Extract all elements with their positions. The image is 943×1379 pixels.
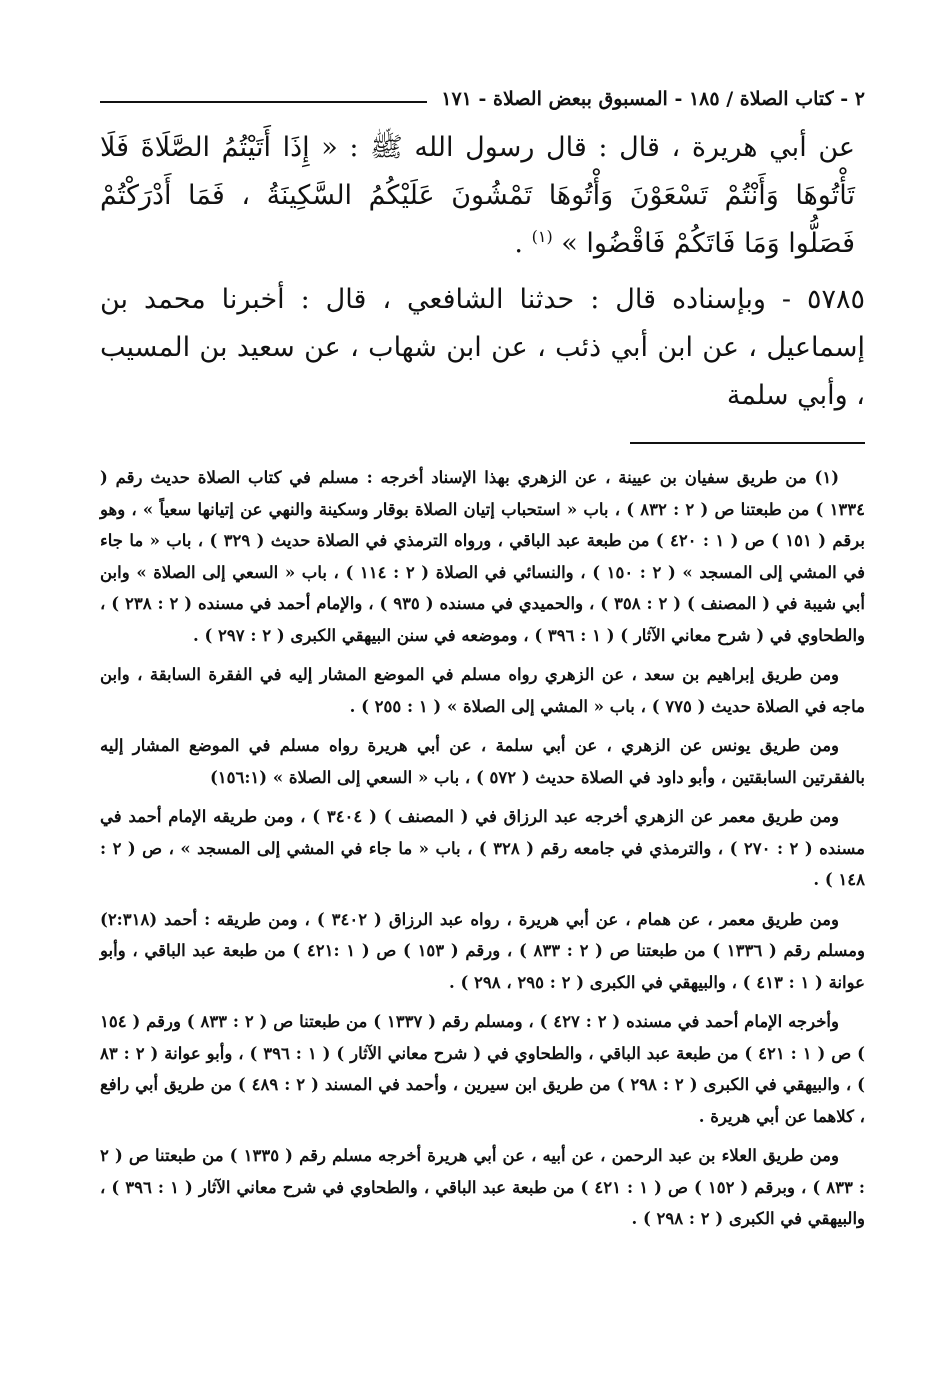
hadith-text-end: .	[514, 228, 523, 259]
footnote-reference: (١)	[531, 227, 553, 246]
isnad-text: ٥٧٨٥ - وبإسناده قال : حدثنا الشافعي ، قال : أخبرنا محمد بن إسماعيل ، عن ابن أبي ذئب ، عن ابن شهاب ، عن سعيد بن المسيب ، وأبي سلمة	[100, 284, 865, 411]
footnote-paragraph: ومن طريق معمر ، عن همام ، عن أبي هريرة ، رواه عبد الرزاق ( ٣٤٠٢ ) ، ومن طريقه : أحمد (٢:٣١٨) ومسلم رقم ( ١٣٣٦ ) من طبعتنا ص ( ٢ : ٨٣٣ ) ، ورقم ( ١٥٣ ) ص ( ١ :٤٢١ ) من طبعة عبد الباقي ، وأبو عوانة ( ١ : ٤١٣ ) ، والبيهقي في الكبرى ( ٢ : ٢٩٥ ، ٢٩٨ ) .	[100, 909, 865, 992]
footnote-paragraph: ومن طريق يونس عن الزهري ، عن أبي سلمة ، عن أبي هريرة رواه مسلم في الموضع المشار إليه بالفقرتين السابقتين ، وأبو داود في الصلاة حديث ( ٥٧٢ ) ، باب « السعي إلى الصلاة » (١٥٦:١)	[100, 736, 865, 787]
footnote-paragraph: ومن طريق إبراهيم بن سعد ، عن الزهري رواه مسلم في الموضع المشار إليه في الفقرة السابقة ، وابن ماجه في الصلاة حديث ( ٧٧٥ ) ، باب « المشي إلى الصلاة » ( ١ : ٢٥٥ ) .	[100, 665, 865, 716]
book-page	[100, 80, 865, 1243]
footnote-separator	[630, 442, 865, 444]
main-text	[100, 124, 865, 420]
footnote-paragraph: (١) من طريق سفيان بن عيينة ، عن الزهري بهذا الإسناد أخرجه : مسلم في كتاب الصلاة حديث رقم ( ١٣٣٤ ) من طبعتنا ص ( ٢ : ٨٣٢ ) ، باب « استحباب إتيان الصلاة بوقار وسكينة والنهي عن إتيانها سعياً » ، وهو برقم ( ١٥١ ) ص ( ١ : ٤٢٠ ) من طبعة عبد الباقي ، ورواه الترمذي في الصلاة حديث ( ٣٢٩ ) ، باب « ما جاء في المشي إلى المسجد » ( ٢ : ١٥٠ ) ، والنسائي في الصلاة ( ٢ : ١١٤ ) ، باب « السعي إلى الصلاة » وابن أبي شيبة في ( المصنف ) ( ٢ : ٣٥٨ ) ، والحميدي في مسنده ( ٩٣٥ ) ، والإمام أحمد في مسنده ( ٢ : ٢٣٨ ) ، والطحاوي في ( شرح معاني الآثار ) ( ١ : ٣٩٦ ) ، وموضعه في سنن البيهقي الكبرى ( ٢ : ٢٩٧ ) .	[100, 468, 866, 645]
footnote-paragraph: ومن طريق معمر عن الزهري أخرجه عبد الرزاق في ( المصنف ) ( ٣٤٠٤ ) ، ومن طريقه الإمام أحمد في مسنده ( ٢ : ٢٧٠ ) ، والترمذي في جامعه رقم ( ٣٢٨ ) ، باب « ما جاء في المشي إلى المسجد » ، ص ( ٢ : ١٤٨ ) .	[100, 807, 865, 889]
footnote-paragraph: ومن طريق العلاء بن عبد الرحمن ، عن أبيه ، عن أبي هريرة أخرجه مسلم رقم ( ١٣٣٥ ) من طبعتنا ص ( ٢ : ٨٣٣ ) ، وبرقم ( ١٥٢ ) ص ( ١ : ٤٢١ ) من طبعة عبد الباقي ، والطحاوي في شرح معاني الآثار ( ١ : ٣٩٦ ) ، والبيهقي في الكبرى ( ٢ : ٢٩٨ ) .	[100, 1146, 865, 1228]
header-rule	[100, 101, 427, 103]
footnote-paragraph: وأخرجه الإمام أحمد في مسنده ( ٢ : ٤٢٧ ) ، ومسلم رقم ( ١٣٣٧ ) من طبعتنا ص ( ٢ : ٨٣٣ ) ورقم ( ١٥٤ ) ص ( ١ : ٤٢١ ) من طبعة عبد الباقي ، والطحاوي في ( شرح معاني الآثار ) ( ١ : ٣٩٦ ) ، وأبو عوانة ( ٢ : ٨٣ ) ، والبيهقي في الكبرى ( ٢ : ٢٩٨ ) من طريق ابن سيرين ، وأحمد في المسند ( ٢ : ٤٨٩ ) من طريق أبي رافع ، كلاهما عن أبي هريرة .	[100, 1012, 865, 1126]
running-header	[100, 80, 865, 118]
hadith-text-body: عن أبي هريرة ، قال : قال رسول الله ﷺ : « إِذَا أَتَيْتُمُ الصَّلَاةَ فَلَا تَأْتُوهَا وَأَنْتُمْ تَسْعَوْنَ وَأْتُوهَا تَمْشُونَ عَلَيْكُمُ السَّكِينَةُ ، فَمَا أَدْرَكْتُمْ فَصَلُّوا وَمَا فَاتَكُمْ فَاقْضُوا »	[100, 132, 855, 259]
running-header-title: ٢ - كتاب الصلاة / ١٨٥ - المسبوق ببعض الصلاة - ١٧١	[441, 88, 865, 110]
footnotes	[100, 462, 865, 1235]
hadith-text	[100, 124, 865, 268]
